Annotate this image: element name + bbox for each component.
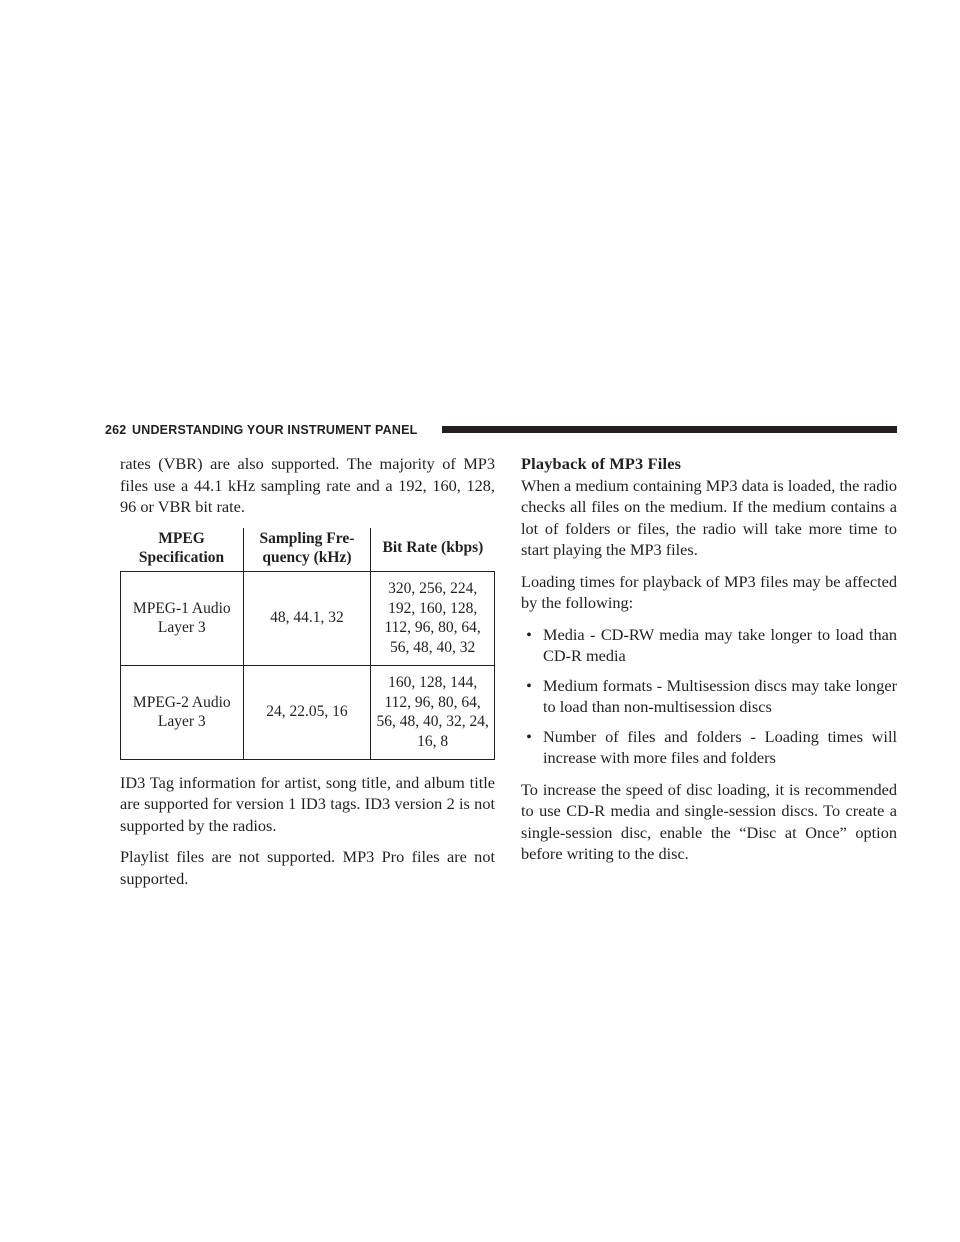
playlist-paragraph: Playlist files are not supported. MP3 Pro files are not supported. <box>120 847 495 888</box>
section-title: UNDERSTANDING YOUR INSTRUMENT PANEL <box>132 423 418 437</box>
list-item-text: Media - CD-RW media may take longer to load than CD-R media <box>543 624 897 665</box>
recommendation-paragraph: To increase the speed of disc loading, it is recommended to use CD-R media and single-session discs. To create a single-session disc, enable the “Disc at Once” option before writing to the disc. <box>521 779 897 863</box>
loading-times-paragraph: Loading times for playback of MP3 files may be affected by the following: <box>521 571 897 612</box>
right-column <box>521 453 897 875</box>
table-row <box>121 665 495 759</box>
cell-bitrate: 160, 128, 144, 112, 96, 80, 64, 56, 48, 40, 32, 24, 16, 8 <box>371 665 495 759</box>
playback-heading: Playback of MP3 Files <box>521 454 682 473</box>
list-item-text: Medium formats - Multisession discs may take longer to load than non-multisession discs <box>543 675 897 716</box>
loading-factors-list <box>521 624 897 769</box>
cell-sampling: 24, 22.05, 16 <box>243 665 371 759</box>
bullet-icon: • <box>526 675 532 695</box>
list-item <box>521 726 897 769</box>
page-number: 262 <box>105 423 127 437</box>
bullet-icon: • <box>526 624 532 644</box>
header-sampling-frequency: Sampling Fre- quency (kHz) <box>243 528 371 572</box>
left-column <box>120 453 495 899</box>
table-header-row <box>121 528 495 572</box>
list-item <box>521 675 897 718</box>
list-item-text: Number of files and folders - Loading times will increase with more files and folders <box>543 726 897 767</box>
header-bit-rate: Bit Rate (kbps) <box>371 528 495 572</box>
intro-paragraph: rates (VBR) are also supported. The majority of MP3 files use a 44.1 kHz sampling rate and a 192, 160, 128, 96 or VBR bit rate. <box>120 454 495 516</box>
playback-paragraph: When a medium containing MP3 data is loaded, the radio checks all files on the medium. If the medium contains a lot of folders or files, the radio will take more time to start playing the MP3 files. <box>521 475 897 559</box>
header-mpeg-spec: MPEG Specification <box>121 528 244 572</box>
cell-sampling: 48, 44.1, 32 <box>243 571 371 665</box>
id3-paragraph: ID3 Tag information for artist, song title, and album title are supported for version 1 ID3 tags. ID3 version 2 is not supported by the radios. <box>120 772 495 835</box>
cell-spec: MPEG-1 Audio Layer 3 <box>121 571 244 665</box>
cell-bitrate: 320, 256, 224, 192, 160, 128, 112, 96, 80, 64, 56, 48, 40, 32 <box>371 571 495 665</box>
list-item <box>521 624 897 667</box>
table-row <box>121 571 495 665</box>
cell-spec: MPEG-2 Audio Layer 3 <box>121 665 244 759</box>
mpeg-spec-table <box>120 528 495 760</box>
bullet-icon: • <box>526 726 532 746</box>
page-header <box>105 421 897 439</box>
header-rule <box>442 426 897 433</box>
